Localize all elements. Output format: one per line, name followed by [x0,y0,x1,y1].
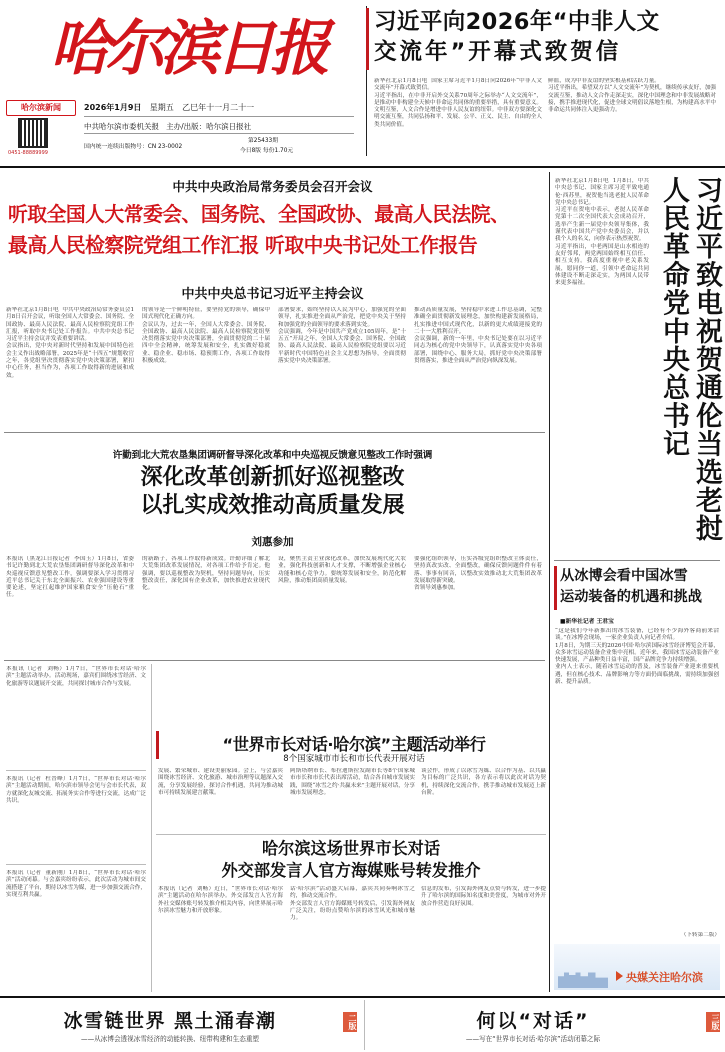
weekday: 星期五 [149,103,174,112]
politburo-col4: 推动高质量发展，坚持稳中求进工作总基调，完整准确全面贯彻新发展理念，加快构建新发展格局，扎实推进中国式现代化，以新的更大成绩迎接党的二十一大胜利召开。 会议强调，新的一年里，中央书记处要在以习近平同志为核心的党中央领导下，认真落实党中央各项部署，围绕中心、服务大局，抓好党中央决策部署贯彻落实，推进全面从严治党向纵深发展。 [414,307,542,365]
cn-label: 国内统一连续出版物号：CN 23-0002 [84,144,183,150]
mayors-col2: 阿斯塔纳市长、布拉迪斯拉发副市长等8个国家城市市长和市长代表出席活动，结合各自城市发展实践，围绕“冰雪之约·共赢未来”主题开展对话，分享城市发展理念。 [290,768,415,796]
inspection-headline-line1: 深化改革创新抓好巡视整改 [140,465,405,490]
hotline: 0451-88889999 [8,150,48,156]
politburo-col2: 的领导是一个鲜明特征，要坚持党的领导，确保中国式现代化正确方向。 会议认为，过去一年，全国人大常委会、国务院、全国政协、最高人民法院、最高人民检察院党组坚决贯彻落实党中央决策部署，全面贯彻党的二十届四中全会精神，统筹发展和安全，扎实做好稳就业、稳企业、稳市场、稳预期工作，各项工作取得积极成效。 [142,307,270,365]
promo-banner[interactable] [554,944,720,990]
politburo-headline-line2: 最高人民检察院党组工作汇报 听取中央书记处工作报告 [8,234,478,257]
expo-headline-line1: 从冰博会看中国冰雪 [560,568,688,584]
lunar-date: 乙巳年十一月二十一 [182,103,255,112]
right-story-text: 新华社北京1月8日电 1月8日，中共中央总书记、国家主席习近平致电通伦·西苏里，祝贺他当选老挝人民革命党中央总书记。 习近平在贺电中表示，老挝人民革命党第十二次全国代表大会成功召开，选举产生新一届党中央领导集体，我谨代表中国共产党中央委员会，并以我个人的名义，向你表示热烈祝贺。 习近平指出，中老两国是山水相连的友好邻邦，两党两国始终相互信任、相互支持。我高度重视中老关系发展，愿同你一道，引领中老命运共同体建设不断走深走实，为两国人民带来更多福祉。 [555,178,649,287]
mofa-col1: 本报讯（记者 刘畅）近日，“世界市长对话·哈尔滨”主题活动在哈尔滨举办。外交部发言人官方海外社交媒体账号转发推介相关内容，向世界展示哈尔滨冰雪魅力和开放形象。 [158,886,283,914]
mofa-headline-line2: 外交部发言人官方海媒账号转发推介 [221,861,481,880]
city-skyline-icon [558,962,608,988]
page-3-link[interactable]: 三版 [706,1012,720,1032]
sponsor-row [84,121,251,132]
expo-byline: ■新华社记者 王君宝 [560,619,614,625]
right-story-headline-text: 习近平致电祝贺通伦当选老挝人民革命党中央总书记 [658,176,722,543]
bottom-left-subline: ——从冰博会透视冰雪经济的动能转换、纽带构建和生态重塑 [80,1035,260,1043]
inspection-col1: 本报讯（黑龙江日报记者 李国玉）1月8日，省委书记许勤到北大荒农垦集团调研督导深化改革和中央巡视反馈意见整改工作，强调要深入学习贯彻习近平总书记关于东北全面振兴、农业强国建设等重要论述，坚定扛起维护国家粮食安全“压舱石”重任。 [6,556,134,599]
promo-label: 央媒关注哈尔滨 [626,971,703,984]
inspection-kicker: 许勤到北大荒农垦集团调研督导深化改革和中央巡视反馈意见整改工作时强调 [112,450,433,461]
top-story-col1: 新华社北京1月8日电 国家主席习近平1月8日向2026年“中非人文交流年”开幕式致贺信。 习近平指出，在中非开启外交关系70周年之际举办“人文交流年”，是推动中非构建全天候中非命运共同体的重要举措，具有重要意义。文明互鉴，人文合作是增进中非人民友谊的纽带。中非双方要深化文明交流互鉴，共同弘扬和平、发展、公平、正义、民主、自由的全人类共同价值。 [374,78,542,128]
promo-arrow-icon [616,971,623,981]
masthead [0,0,360,165]
mofa-col3: 信息的发布，引发海外网友点赞与转发，进一步提升了哈尔滨的国际知名度和美誉度，为城市对外开放合作营造良好氛围。 [421,886,546,907]
inspection-byline: 刘惠参加 [251,536,294,548]
issue-date-row [84,102,254,113]
local-brief-2: 本报讯（记者 杜晋峰）1月7日，“世界市长对话·哈尔滨”主题活动期间，哈尔滨市领导会见与会市长代表，双方就深化友城交流、拓展务实合作等进行交流，达成广泛共识。 [6,776,146,804]
mayors-col1: 发展、繁荣城市、建设美丽家园。会上，与会嘉宾围绕冰雪经济、文化旅游、城市治理等议题深入交流，分享发展经验，探讨合作机遇，共同为推动城市可持续发展建言献策。 [158,768,283,796]
local-brief-1: 本报讯（记者 刘畅）1月7日，“世界市长对话·哈尔滨”主题活动举办。活动现场，嘉宾们围绕冰雪经济、文化旅游等议题展开交流，共同探讨城市合作与发展。 [6,666,146,687]
top-story-headline [374,7,719,67]
page-2-link[interactable]: 二版 [343,1012,357,1032]
politburo-col3: 部署要求，始终坚持以人民为中心，加强党的全面领导，扎实推进全面从严治党，把党中央关于坚持和加强党的全面领导的要求落到实处。 会议强调，今年是中国共产党成立105周年，是“十五五”开局之年，全国人大常委会、国务院、全国政协、最高人民法院、最高人民检察院党组要以习近平新时代中国特色社会主义思想为指导，全面贯彻落实党中央决策部署。 [278,307,406,365]
local-brief-3: 本报讯（记者 董新刚）1月8日，“世界市长对话·哈尔滨”活动闭幕。与会嘉宾纷纷表示，此次活动为城市间交流搭建了平台，期待以冰雪为媒，进一步加强交流合作，实现互利共赢。 [6,870,146,898]
top-headline-line1: 习近平向2026年“中非人文 [374,9,660,35]
right-story-headline [657,176,721,556]
app-logo-icon [6,100,76,116]
mofa-headline [156,838,546,882]
politburo-headline [8,199,548,261]
app-label: 哈尔滨新闻 [21,103,61,112]
politburo-kicker: 中共中央政治局常务委员会召开会议 [172,179,373,194]
expo-continued: （下转第二版） [680,932,720,938]
top-story-col2: 鲜血，成为中非友谊的坚实根基和活跃力量。 习近平指出，希望双方以“人文交流年”为契机，继续传承友好，加强交流互鉴，推动人文合作走深走实，深化中国理念和中非发展战略对接，携手推进现代化，促进全球文明倡议落地生根，为构建高水平中非命运共同体注入更强动力。 [548,78,716,114]
politburo-subhead: 中共中央总书记习近平主持会议 [181,287,364,302]
mofa-col2: 话·哈尔滨”活动盛大启幕，嘉宾共同奏响冰雪之约，推动交流合作。 外交部发言人官方海媒账号转发后，引发海外网友广泛关注，纷纷点赞哈尔滨的冰雪风光和城市魅力。 [290,886,415,922]
politburo-headline-line1: 听取全国人大常委会、国务院、全国政协、最高人民法院、 [8,203,510,226]
bottom-right-subline: ——写在“世界市长对话·哈尔滨”活动闭幕之际 [465,1035,601,1043]
expo-text: “这是我们今年新推出的冰雪装备，已经有不少海外客商前来洽谈。”在冰博会现场，一家企业负责人向记者介绍。 1月8日，为期三天的2026中国·哈尔滨国际冰雪经济博览会开幕，众多冰雪运动装备企业集中亮相。近年来，我国冰雪运动装备产业快速发展，产品种类日益丰富，国产品牌竞争力持续增强。 业内人士表示，随着冰雪运动的普及，冰雪装备产业迎来重要机遇，但在核心技术、品牌影响力等方面仍面临挑战，需持续加强创新、提升品质。 [555,628,719,686]
publisher: 主办/出版：哈尔滨日报社 [166,122,252,131]
inspection-col3: 设，聚焦主责主业深化改革，加快发展现代化大农业，强化科技创新和人才支撑，不断增强企业核心功能和核心竞争力。要统筹发展和安全，防范化解风险，推动集团高质量发展。 [278,556,406,584]
pages-price: 今日8版 每份1.70元 [240,148,294,154]
expo-headline [560,566,722,608]
inspection-col4: 要强化组织领导，压实各级党组织整改主体责任，坚持真改实改、全面整改，确保反馈问题件件有着落、事事有回音，以整改实效推动北大荒集团改革发展取得新突破。 省领导刘惠参加。 [414,556,542,592]
qr-code-icon [18,118,48,148]
bottom-left-teaser[interactable] [0,998,362,1052]
inspection-headline-line2: 以扎实成效推动高质量发展 [140,493,405,518]
politburo-col1: 新华社北京1月8日电 中共中央政治局常务委员会1月8日召开会议，听取全国人大常委会、国务院、全国政协、最高人民法院、最高人民检察院党组工作汇报，听取中央书记处工作报告。中共中央总书记习近平主持会议并发表重要讲话。 会议指出，党中央对新时代坚持和发展中国特色社会主义作出战略部署，2025年是“十四五”规划收官之年，各党组坚决贯彻落实党中央决策部署，紧扣中心任务，担当作为，各项工作取得新的进展和成效。 [6,307,134,379]
mayors-col3: 谈会作，形成了以冰雪为媒、以合作为基、以共赢为目标的广泛共识，各方表示将以此次对话为契机，持续深化交流合作，携手推动城市发展迈上新台阶。 [421,768,546,796]
issue-date: 2026年1月9日 [84,103,142,112]
bottom-right-teaser[interactable] [365,998,725,1052]
inspection-headline [0,464,545,520]
inspection-col2: 的新路子，各项工作取得新成效。许勤详细了解北大荒集团改革发展情况，对各项工作给予肯定。他强调，要以巡视整改为契机，坚持问题导向，压实整改责任，深化国有企业改革，加快推进农业现代化。 [142,556,270,592]
bottom-right-headline: 何以“对话” [476,1010,590,1032]
mayors-subhead: 8个国家城市市长和市长代表开展对话 [283,754,425,764]
expo-headline-line2: 运动装备的机遇和挑战 [560,589,702,605]
top-headline-line2: 交流年”开幕式致贺信 [374,39,622,65]
issue-number: 第25433期 [248,138,279,144]
mofa-headline-line1: 哈尔滨这场世界市长对话 [261,839,441,858]
bottom-left-headline: 冰雪链世界 黑土涌春潮 [63,1010,277,1032]
newspaper-name: 哈尔滨日报 [50,14,325,84]
mayors-headline: “世界市长对话·哈尔滨”主题活动举行 [222,735,486,754]
sponsor: 中共哈尔滨市委机关报 [84,122,159,131]
